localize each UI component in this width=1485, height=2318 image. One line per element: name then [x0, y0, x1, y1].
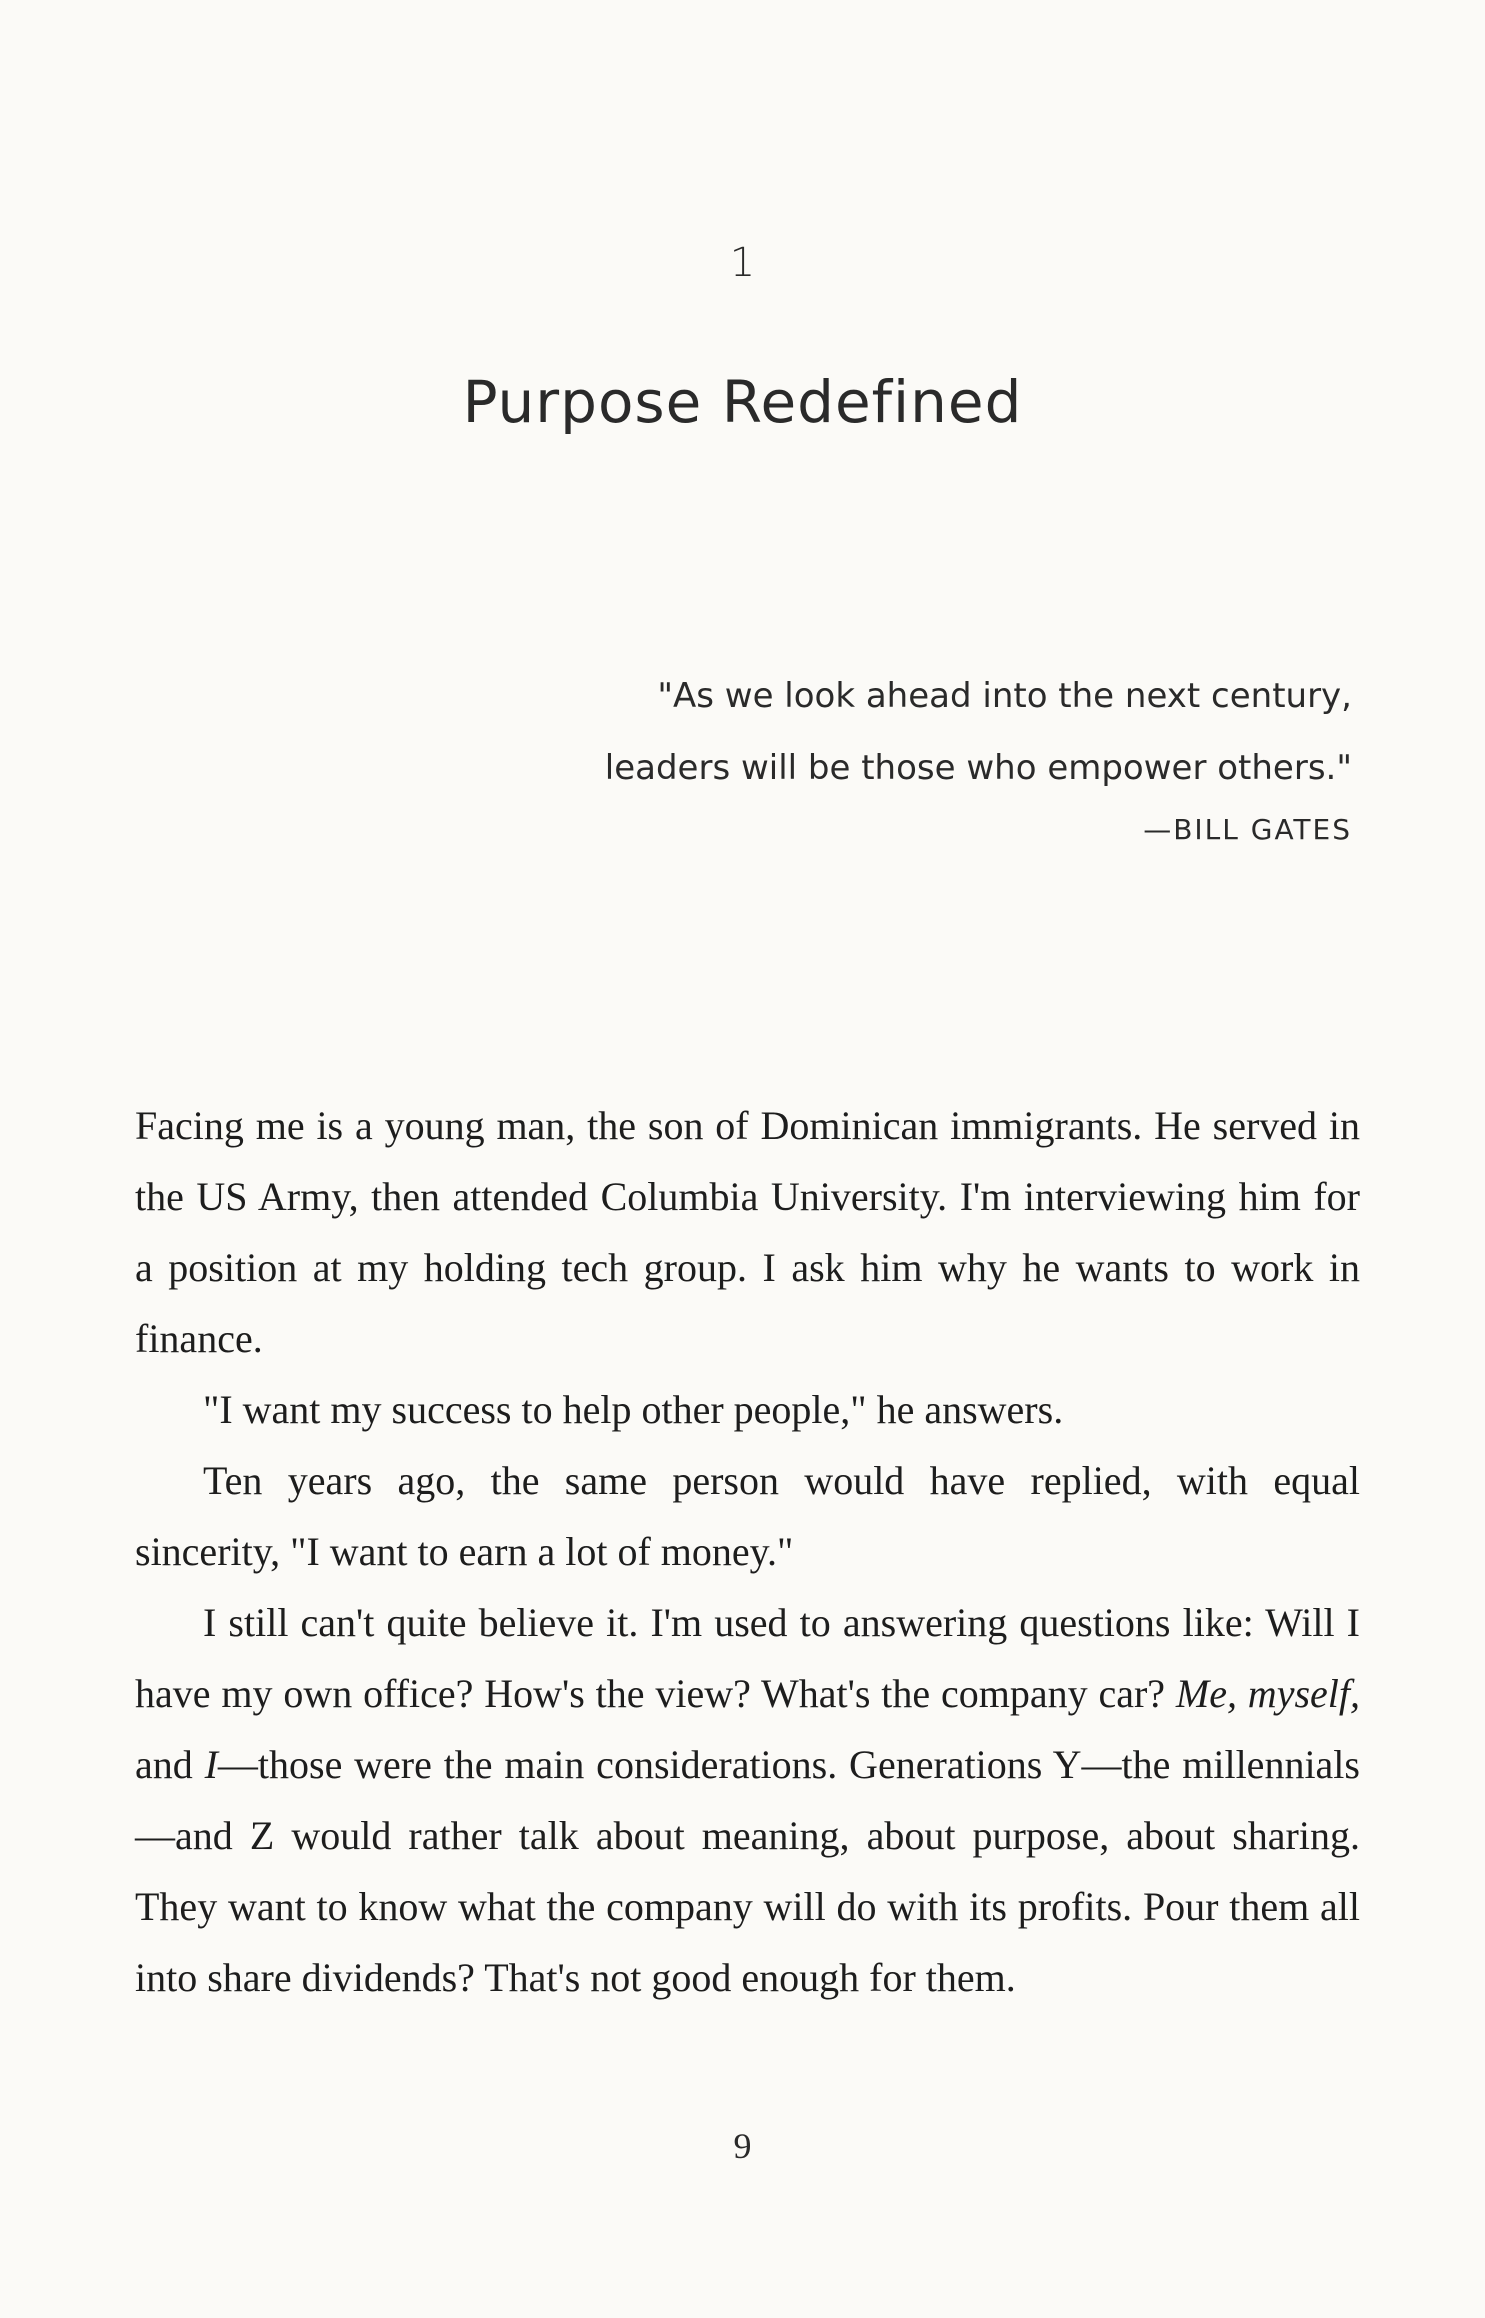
paragraph-4-emphasis-2: I	[204, 1742, 218, 1787]
paragraph-4	[135, 1587, 1360, 2013]
paragraph-4-part-a: I still can't quite believe it. I'm used to answering questions like: Will I have my own office? How's the view? What's the company car?	[135, 1600, 1360, 1716]
epigraph	[452, 660, 1352, 856]
epigraph-line-1: "As we look ahead into the next century,	[657, 676, 1352, 716]
paragraph-1: Facing me is a young man, the son of Dominican immigrants. He served in the US Army, then attended Columbia University. I'm interviewing him for a position at my holding tech group. I ask him why he wants to work in finance.	[135, 1103, 1360, 1361]
paragraph-3: Ten years ago, the same person would have replied, with equal sincerity, "I want to earn a lot of money."	[135, 1458, 1360, 1574]
paragraph-2: "I want my success to help other people," he answers.	[203, 1387, 1064, 1432]
paragraph-4-part-b: and	[135, 1742, 205, 1787]
epigraph-line-2: leaders will be those who empower others."	[604, 748, 1352, 788]
paragraph-4-part-c: —those were the main considerations. Generations Y—the millennials—and Z would rather talk about meaning, about purpose, about sharing. They want to know what the company will do with its profits. Pour them all into share dividends? That's not good enough for them.	[135, 1742, 1360, 2000]
paragraph-4-emphasis-1: Me, myself,	[1175, 1671, 1360, 1716]
body-text	[135, 1090, 1360, 2013]
epigraph-attribution: —BILL GATES	[1143, 813, 1352, 846]
chapter-number: 1	[729, 240, 756, 286]
page-number: 9	[733, 2126, 752, 2166]
chapter-title: Purpose Redefined	[462, 368, 1023, 436]
